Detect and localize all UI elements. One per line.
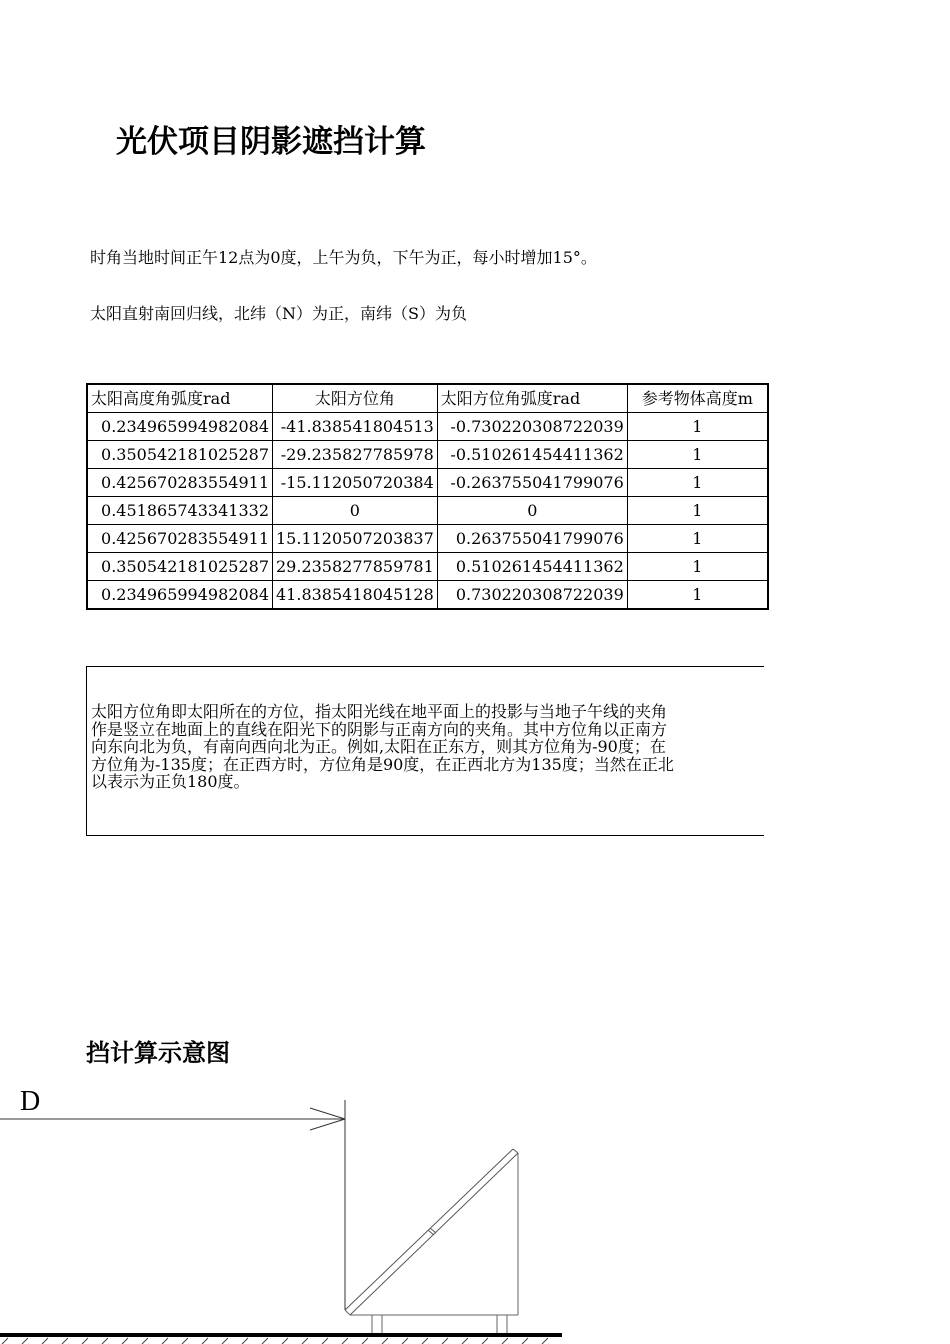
table-row bbox=[87, 441, 768, 469]
azimuth-explanation-textbox[interactable] bbox=[86, 666, 764, 836]
cell-altitude-rad[interactable]: 0.234965994982084 bbox=[87, 581, 273, 610]
header-object-height[interactable]: 参考物体高度m bbox=[627, 384, 768, 413]
cell-azimuth-rad[interactable]: 0.263755041799076 bbox=[437, 525, 627, 553]
textbox-line: 方位角为-135度；在正西方时，方位角是90度，在正西北方为135度；当然在正北 bbox=[91, 754, 674, 774]
pv-panel-icon bbox=[345, 1149, 518, 1315]
cell-azimuth[interactable]: -41.838541804513 bbox=[273, 413, 438, 441]
cell-azimuth-rad[interactable]: 0.730220308722039 bbox=[437, 581, 627, 610]
textbox-line: 作是竖立在地面上的直线在阳光下的阴影与正南方向的夹角。其中方位角以正南方 bbox=[91, 719, 668, 739]
cell-azimuth-rad[interactable]: -0.263755041799076 bbox=[437, 469, 627, 497]
cell-object-height[interactable]: 1 bbox=[627, 525, 768, 553]
table-row bbox=[87, 581, 768, 610]
cell-azimuth-rad[interactable]: -0.730220308722039 bbox=[437, 413, 627, 441]
cell-object-height[interactable]: 1 bbox=[627, 413, 768, 441]
hour-angle-note: 时角当地时间正午12点为0度，上午为负，下午为正，每小时增加15°。 bbox=[90, 248, 597, 267]
table-header-row bbox=[87, 384, 768, 413]
shading-diagram bbox=[0, 1080, 950, 1344]
cell-azimuth[interactable]: 15.1120507203837 bbox=[273, 525, 438, 553]
cell-azimuth-rad[interactable]: 0.510261454411362 bbox=[437, 553, 627, 581]
cell-object-height[interactable]: 1 bbox=[627, 497, 768, 525]
cell-object-height[interactable]: 1 bbox=[627, 581, 768, 610]
cell-altitude-rad[interactable]: 0.350542181025287 bbox=[87, 441, 273, 469]
cell-altitude-rad[interactable]: 0.425670283554911 bbox=[87, 525, 273, 553]
distance-arrow-icon bbox=[0, 1100, 345, 1310]
cell-azimuth[interactable]: 29.2358277859781 bbox=[273, 553, 438, 581]
diagram-title: 挡计算示意图 bbox=[86, 1039, 230, 1067]
table-row bbox=[87, 469, 768, 497]
azimuth-explanation-text bbox=[91, 703, 764, 791]
table-row bbox=[87, 413, 768, 441]
cell-azimuth[interactable]: -15.112050720384 bbox=[273, 469, 438, 497]
textbox-line: 太阳方位角即太阳所在的方位，指太阳光线在地平面上的投影与当地子午线的夹角 bbox=[91, 702, 668, 721]
solar-angle-table bbox=[86, 383, 769, 610]
cell-altitude-rad[interactable]: 0.350542181025287 bbox=[87, 553, 273, 581]
header-azimuth[interactable]: 太阳方位角 bbox=[273, 384, 438, 413]
distance-label: D bbox=[20, 1086, 41, 1117]
panel-frame-icon bbox=[345, 1153, 518, 1315]
declination-note: 太阳直射南回归线，北纬（N）为正，南纬（S）为负 bbox=[90, 304, 467, 323]
table-row bbox=[87, 553, 768, 581]
table-row bbox=[87, 497, 768, 525]
cell-azimuth[interactable]: -29.235827785978 bbox=[273, 441, 438, 469]
cell-azimuth[interactable]: 0 bbox=[273, 497, 438, 525]
cell-altitude-rad[interactable]: 0.451865743341332 bbox=[87, 497, 273, 525]
table-row bbox=[87, 525, 768, 553]
textbox-line: 向东向北为负，有南向西向北为正。例如,太阳在正东方，则其方位角为-90度；在 bbox=[91, 737, 666, 756]
cell-object-height[interactable]: 1 bbox=[627, 441, 768, 469]
header-altitude-rad[interactable]: 太阳高度角弧度rad bbox=[87, 384, 273, 413]
page-title: 光伏项目阴影遮挡计算 bbox=[116, 124, 426, 160]
header-azimuth-rad[interactable]: 太阳方位角弧度rad bbox=[437, 384, 627, 413]
ground-line-icon bbox=[0, 1333, 562, 1344]
cell-object-height[interactable]: 1 bbox=[627, 553, 768, 581]
support-legs-icon bbox=[372, 1315, 507, 1334]
textbox-line: 以表示为正负180度。 bbox=[91, 772, 250, 791]
cell-altitude-rad[interactable]: 0.425670283554911 bbox=[87, 469, 273, 497]
cell-azimuth-rad[interactable]: -0.510261454411362 bbox=[437, 441, 627, 469]
cell-object-height[interactable]: 1 bbox=[627, 469, 768, 497]
cell-azimuth-rad[interactable]: 0 bbox=[437, 497, 627, 525]
cell-altitude-rad[interactable]: 0.234965994982084 bbox=[87, 413, 273, 441]
cell-azimuth[interactable]: 41.8385418045128 bbox=[273, 581, 438, 610]
